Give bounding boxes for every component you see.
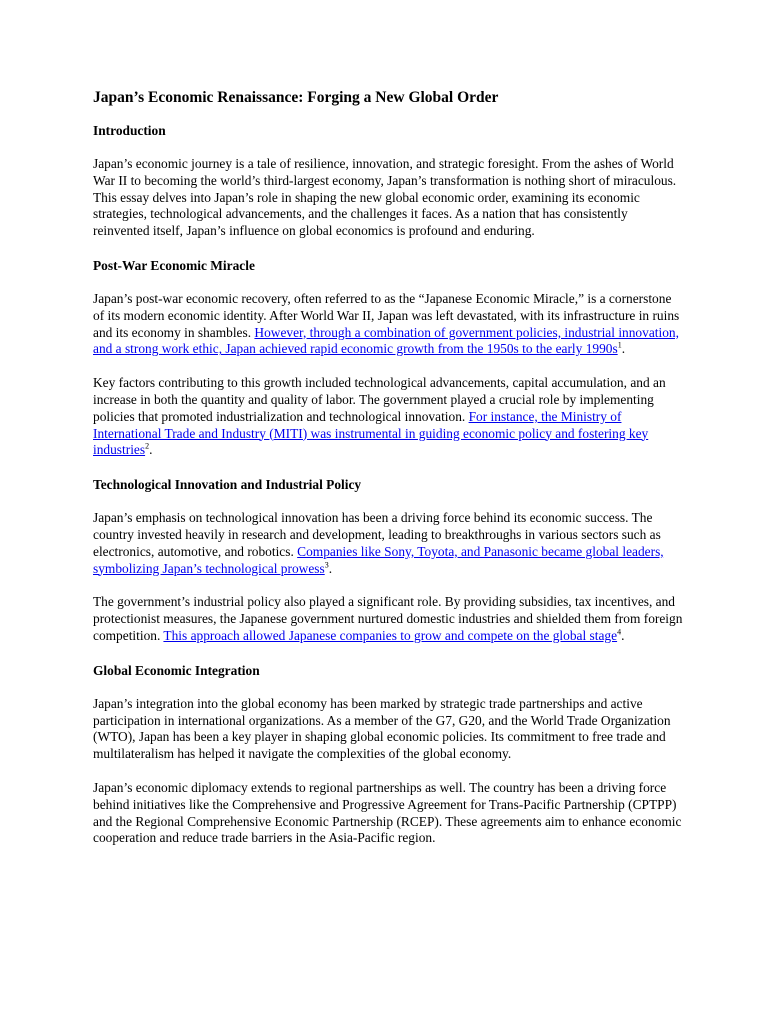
reference-link-1[interactable]: However, through a combination of government policies, industrial innovation, and a strong work ethic, Japan achieved rapid economic growth from the 1950s to the early 1990s [93, 324, 679, 357]
post-war-paragraph-1: Japan’s post-war economic recovery, often referred to as the “Japanese Economic Miracle,” is a cornerstone of its modern economic identity. After World War II, Japan was left devastated, with its infrastructure in ruins and its economy in shambles. However, through a combination of government policies, industrial innovation, and a strong work ethic, Japan achieved rapid economic growth from the 1950s to the early $1990s^1$. [93, 290, 680, 357]
global-integration-paragraph-1: Japan’s integration into the global economy has been marked by strategic trade partnerships and active participation in international organizations. As a member of the G7, G20, and the World Trade Organization (WTO), Japan has been a key player in shaping global economic policies. Its commitment to free trade and multilateralism has helped it navigate the complexities of the global economy. [93, 695, 671, 762]
footnote-ref-1[interactable]: 1 [617, 340, 622, 350]
footnote-ref-4[interactable]: 4 [617, 627, 622, 637]
technology-paragraph-1: Japan’s emphasis on technological innovation has been a driving force behind its economic success. The country invested heavily in research and development, leading to breakthroughs in various sectors such as electronics, automotive, and robotics. Companies like Sony, Toyota, and Panasonic became global leaders, symbolizing Japan’s technological prowess$^3$. [93, 510, 664, 576]
document-title: Japan’s Economic Renaissance: Forging a New Global Order [93, 89, 499, 106]
reference-link-2[interactable]: For instance, the Ministry of International Trade and Industry (MITI) was instrumental in guiding economic policy and fostering key industries [93, 408, 649, 458]
technology-paragraph-1-text: Japan’s emphasis on technological innovation has been a driving force behind its economic success. The country invested heavily in research and development, leading to breakthroughs in various sectors such as electronics, automotive, and robotics. [93, 510, 661, 559]
section-heading-technology: Technological Innovation and Industrial Policy [93, 477, 362, 493]
footnote-ref-2[interactable]: 2 [145, 441, 150, 451]
technology-paragraph-2-text: The government’s industrial policy also played a significant role. By providing subsidies, tax incentives, and protectionist measures, the Japanese government nurtured domestic industries and shielded them from foreign competition. [93, 594, 683, 643]
footnote-ref-3[interactable]: 3 [324, 560, 329, 570]
introduction-paragraph: Japan’s economic journey is a tale of resilience, innovation, and strategic foresight. From the ashes of World War II to becoming the world’s third-largest economy, Japan’s transformation is nothing short of miraculous. This essay delves into Japan’s role in shaping the new global economic order, examining its economic strategies, technological advancements, and the challenges it faces. As a nation that has consistently reinvented itself, Japan’s influence on global economics is profound and enduring. [93, 156, 677, 239]
document-page [93, 88, 683, 864]
section-heading-introduction: Introduction [93, 123, 166, 138]
global-integration-paragraph-2: Japan’s economic diplomacy extends to regional partnerships as well. The country has been a driving force behind initiatives like the Comprehensive and Progressive Agreement for Trans-Pacific Partnership (CPTPP) and the Regional Comprehensive Economic Partnership (RCEP). These agreements aim to enhance economic cooperation and reduce trade barriers in the Asia-Pacific region. [93, 779, 682, 846]
technology-paragraph-2: The government’s industrial policy also played a significant role. By providing subsidies, tax incentives, and protectionist measures, the Japanese government nurtured domestic industries and shielded them from foreign competition. This approach allowed Japanese companies to grow and compete on the global stage$^4$. [93, 594, 683, 643]
post-war-paragraph-2: Key factors contributing to this growth included technological advancements, capital accumulation, and an increase in both the quantity and quality of labor. The government played a crucial role by implementing policies that promoted industrialization and technological innovation. For instance, the Ministry of International Trade and Industry (MITI) was instrumental in guiding economic policy and fostering key industries$^2$. [93, 375, 666, 458]
section-heading-post-war: Post-War Economic Miracle [93, 257, 255, 273]
reference-link-4[interactable]: This approach allowed Japanese companies to grow and compete on the global stage [163, 627, 618, 643]
post-war-paragraph-2-text: Key factors contributing to this growth included technological advancements, capital accumulation, and an increase in both the quantity and quality of labor. The government played a crucial role by implementing policies that promoted industrialization and technological innovation. [93, 375, 666, 424]
reference-link-3[interactable]: Companies like Sony, Toyota, and Panasonic became global leaders, symbolizing Japan’s technological prowess [93, 543, 664, 576]
section-heading-global-integration: Global Economic Integration [93, 662, 260, 678]
post-war-paragraph-1-text: Japan’s post-war economic recovery, often referred to as the “Japanese Economic Miracle,” is a cornerstone of its modern economic identity. After World War II, Japan was left devastated, with its infrastructure in ruins and its economy in shambles. [93, 290, 680, 340]
